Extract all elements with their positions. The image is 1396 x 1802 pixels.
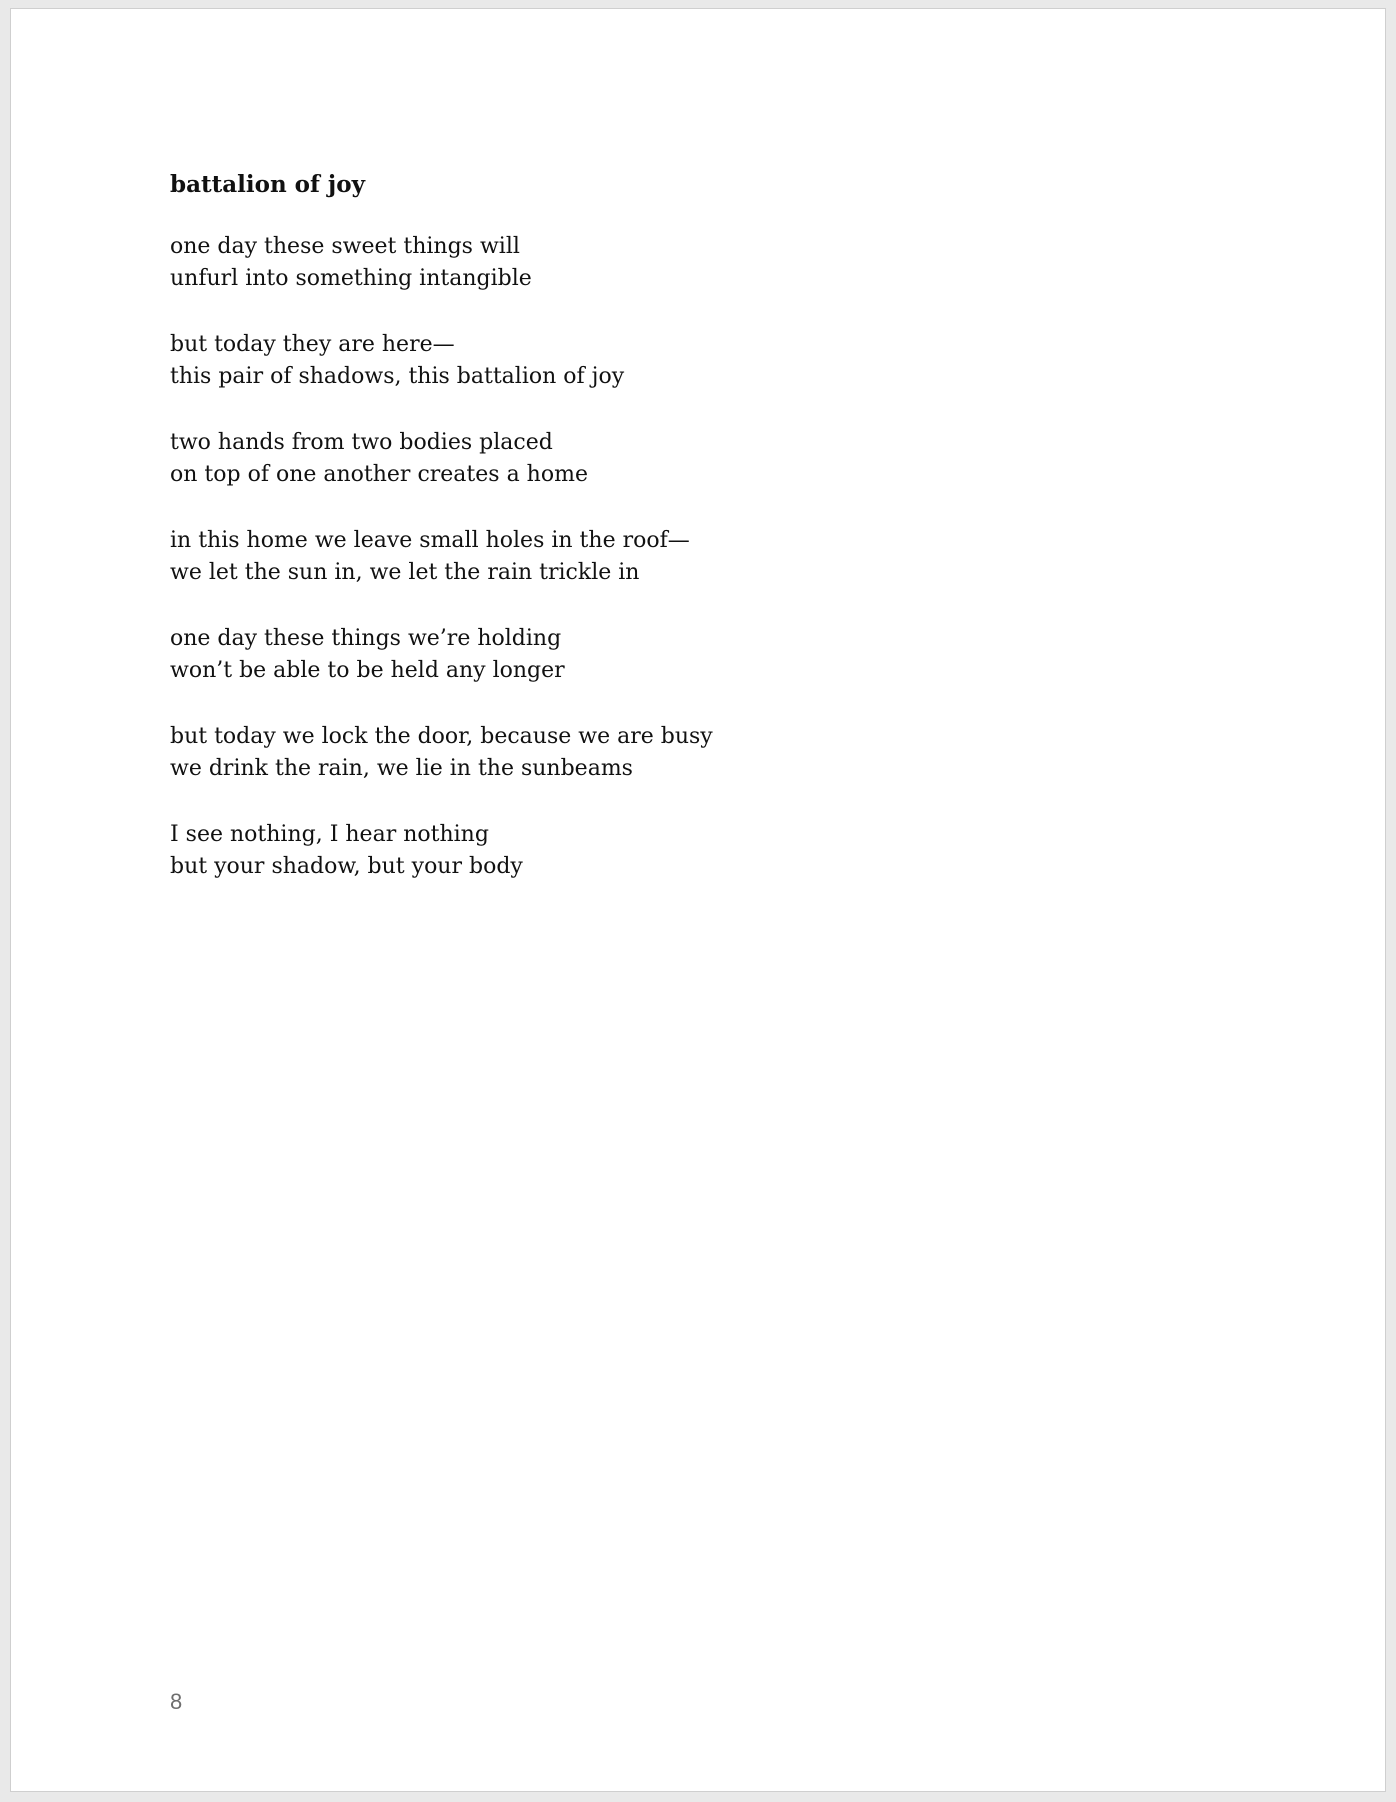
poem-line: but your shadow, but your body [170, 854, 523, 879]
poem-line: one day these sweet things will [170, 234, 520, 259]
poem-line: won’t be able to be held any longer [170, 658, 565, 683]
poem-line: in this home we leave small holes in the roof— [170, 528, 690, 553]
stanza-3 [170, 427, 1070, 491]
stanza-2 [170, 329, 1070, 393]
poem-line: one day these things we’re holding [170, 626, 562, 651]
poem-line: on top of one another creates a home [170, 462, 588, 487]
poem-line: but today we lock the door, because we are busy [170, 724, 713, 749]
stanza-7 [170, 819, 1070, 883]
poem-line: but today they are here— [170, 332, 455, 357]
poem-line: we let the sun in, we let the rain trickle in [170, 560, 640, 585]
poem-line: unfurl into something intangible [170, 266, 532, 291]
stanza-1 [170, 231, 1070, 295]
stanza-5 [170, 623, 1070, 687]
stanza-4 [170, 525, 1070, 589]
page-number: 8 [170, 1689, 183, 1714]
poem-line: two hands from two bodies placed [170, 430, 553, 455]
poem-line: we drink the rain, we lie in the sunbeams [170, 756, 633, 781]
document-page [10, 8, 1386, 1792]
poem [170, 169, 1070, 917]
stanza-6 [170, 721, 1070, 785]
poem-title: battalion of joy [170, 171, 365, 198]
poem-line: I see nothing, I hear nothing [170, 822, 489, 847]
poem-line: this pair of shadows, this battalion of joy [170, 364, 625, 389]
